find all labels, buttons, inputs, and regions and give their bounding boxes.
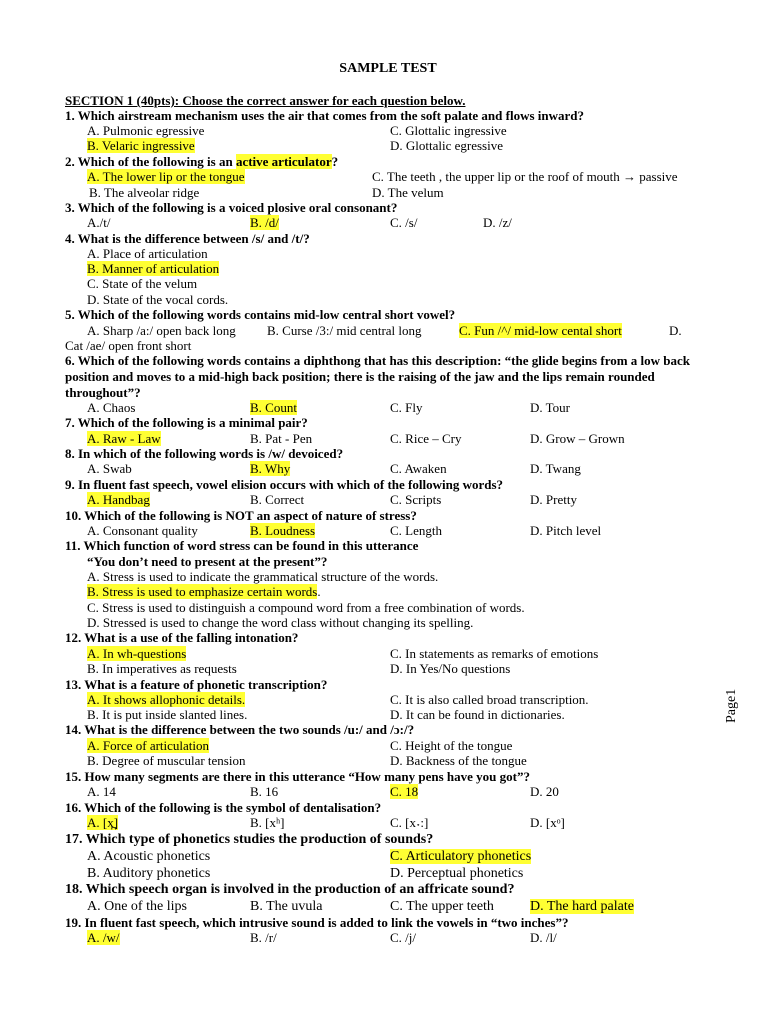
q5-option-d-text: Cat /ae/ open front short [65, 338, 192, 353]
q17-option-d: D. Perceptual phonetics [390, 866, 524, 881]
q2-option-d: D. The velum [372, 185, 444, 200]
q9-option-d: D. Pretty [530, 492, 577, 507]
q16-option-b: B. [xʰ] [250, 815, 285, 830]
q2-highlight: active articulator [235, 154, 332, 169]
q15-option-b: B. 16 [250, 784, 279, 799]
q19-option-c: C. /j/ [390, 930, 417, 945]
question-16: 16. Which of the following is the symbol of dentalisation? [65, 800, 382, 815]
q4-option-a: A. Place of articulation [87, 246, 208, 261]
q10-option-d: D. Pitch level [530, 523, 602, 538]
question-17: 17. Which type of phonetics studies the production of sounds? [65, 832, 434, 847]
q7-option-c: C. Rice – Cry [390, 431, 462, 446]
section-heading: SECTION 1 (40pts): Choose the correct answer for each question below. [65, 93, 466, 108]
q2-option-a: A. The lower lip or the tongue [87, 169, 245, 184]
q13-option-c: C. It is also called broad transcription. [390, 692, 589, 707]
q6-option-c: C. Fly [390, 400, 423, 415]
q11-option-c: C. Stress is used to distinguish a compound word from a free combination of words. [87, 600, 525, 615]
q6-option-a: A. Chaos [87, 400, 136, 415]
question-7: 7. Which of the following is a minimal pair? [65, 415, 308, 430]
q2-option-c: C. The teeth , the upper lip or the roof of mouth → passive [372, 169, 678, 184]
q7-option-a: A. Raw - Law [87, 431, 161, 446]
q16-option-a: A. [x̪] [87, 815, 119, 830]
q17-option-a: A. Acoustic phonetics [87, 849, 211, 864]
q1-option-d: D. Glottalic egressive [390, 138, 503, 153]
question-15: 15. How many segments are there in this utterance “How many pens have you got”? [65, 769, 530, 784]
q14-option-d: D. Backness of the tongue [390, 753, 527, 768]
q13-option-b: B. It is put inside slanted lines. [87, 707, 248, 722]
q10-option-c: C. Length [390, 523, 442, 538]
q12-option-c: C. In statements as remarks of emotions [390, 646, 599, 661]
q7-option-d: D. Grow – Grown [530, 431, 625, 446]
q19-option-d: D. /l/ [530, 930, 557, 945]
question-11-quote: “You don’t need to present at the present”? [87, 554, 328, 569]
q4-option-c: C. State of the velum [87, 276, 198, 291]
page-number: Page1 [724, 688, 739, 723]
q18-option-a: A. One of the lips [87, 899, 187, 914]
q15-option-a: A. 14 [87, 784, 116, 799]
q8-option-d: D. Twang [530, 461, 581, 476]
q18-option-d: D. The hard palate [530, 899, 634, 914]
q4-option-d: D. State of the vocal cords. [87, 292, 229, 307]
q1-option-b: B. Velaric ingressive [87, 138, 195, 153]
q12-option-a: A. In wh-questions [87, 646, 187, 661]
question-3: 3. Which of the following is a voiced plosive oral consonant? [65, 200, 398, 215]
q5-option-a: A. Sharp /a:/ open back long [87, 323, 236, 338]
q10-option-a: A. Consonant quality [87, 523, 198, 538]
question-8: 8. In which of the following words is /w/ devoiced? [65, 446, 344, 461]
question-1: 1. Which airstream mechanism uses the air that comes from the soft palate and flows inward? [65, 108, 585, 123]
q4-option-b: B. Manner of articulation [87, 261, 220, 276]
q13-option-a: A. It shows allophonic details. [87, 692, 246, 707]
q15-option-c: C. 18 [390, 784, 419, 799]
question-6: 6. Which of the following words contains a diphthong that has this description: “the glide begins from a low back position and moves to a mid-high back position; there is the raising of the jaw and the lips remain rounded throughout”? [65, 353, 691, 400]
q6-option-b: B. Count [250, 400, 297, 415]
q14-option-a: A. Force of articulation [87, 738, 210, 753]
q11-option-a: A. Stress is used to indicate the grammatical structure of the words. [87, 569, 439, 584]
q6-option-d: D. Tour [530, 400, 571, 415]
q10-option-b: B. Loudness [250, 523, 315, 538]
page-title: SAMPLE TEST [339, 61, 437, 76]
q3-option-b: B. /d/ [250, 215, 279, 230]
q16-option-d: D. [xᵒ] [530, 815, 565, 830]
q14-option-c: C. Height of the tongue [390, 738, 513, 753]
q3-option-a: A./t/ [87, 215, 111, 230]
q9-option-a: A. Handbag [87, 492, 150, 507]
q5-option-d: D. [669, 323, 682, 338]
q12-option-b: B. In imperatives as requests [87, 661, 237, 676]
q19-option-a: A. /w/ [87, 930, 120, 945]
q18-option-b: B. The uvula [250, 899, 323, 914]
q5-option-c: C. Fun /^/ mid-low cental short [459, 323, 622, 338]
q8-option-c: C. Awaken [390, 461, 447, 476]
q7-option-b: B. Pat - Pen [250, 431, 313, 446]
question-5: 5. Which of the following words contains mid-low central short vowel? [65, 307, 456, 322]
q17-option-c: C. Articulatory phonetics [390, 849, 532, 864]
q5-option-b: B. Curse /3:/ mid central long [267, 323, 422, 338]
document-page: SAMPLE TEST SECTION 1 (40pts): Choose the correct answer for each question below. 1. Which airstream mechanism uses the air that comes from the soft palate and flows inward? A. Pulmonic egressive C. Glottalic ingressive B. Velaric ingressive D. Glottalic egressive 2. Which of the following is an active articulator? A. The lower lip or the tongue C. The teeth , the upper lip or the roof of mouth → passive B. The alveolar ridge D. The velum 3. Which of the following is a voiced plosive oral consonant? A./t/ B. /d/ C. /s/ D. /z/ 4. What is the difference between /s/ and /t/? A. Place of articulation B. Manner of articulation C. State of the velum D. State of the vocal cords. 5. Which of the following words contains mid-low central short vowel? A. Sharp /a:/ open back long B. Curse /3:/ mid central long C. Fun /^/ mid-low cental short D. Cat /ae/ open front short 6. Which of the following words contains a diphthong that has this description: “the glide begins from a low back position and moves to a mid-high back position; there is the raising of the jaw and the lips remain rounded throughout”? A. Chaos B. Count C. Fly D. Tour 7. Which of the following is a minimal pair? A. Raw - Law B. Pat - Pen C. Rice – Cry D. Grow – Grown 8. In which of the following words is /w/ devoiced? A. Swab B. Why C. Awaken D. Twang 9. In fluent fast speech, vowel elision occurs with which of the following words? A. Handbag B. Correct C. Scripts D. Pretty 10. Which of the following is NOT an aspect of nature of stress? A. Consonant quality B. Loudness C. Length D. Pitch level 11. Which function of word stress can be found in this utterance “You don’t need to present at the present”? A. Stress is used to indicate the grammatical structure of the words. B. Stress is used to emphasize certain words. C. Stress is used to distinguish a compound word from a free combination of words. D. Stressed is used to change the word class without changing its spelling. 12. What is a use of the falling intonation? A. In wh-questions C. In statements as remarks of emotions B. In imperatives as requests D. In Yes/No questions 13. What is a feature of phonetic transcription? A. It shows allophonic details. C. It is also called broad transcription. B. It is put inside slanted lines. D. It can be found in dictionaries. 14. What is the difference between the two sounds /u:/ and /ɔ:/? A. Force of articulation C. Height of the tongue B. Degree of muscular tension D. Backness of the tongue 15. How many segments are there in this utterance “How many pens have you got”? A. 14 B. 16 C. 18 D. 20 16. Which of the following is the symbol of dentalisation? A. [x̪] B. [xʰ] C. [x˖:] D. [xᵒ] 17. Which type of phonetics studies the production of sounds? A. Acoustic phonetics C. Articulatory phonetics B. Auditory phonetics D. Perceptual phonetics 18. Which speech organ is involved in the production of an affricate sound? A. One of the lips B. The uvula C. The upper teeth D. The hard palate 19. In fluent fast speech, which intrusive sound is added to link the vowels in “two inches”? A. /w/ B. /r/ C. /j/ D. /l/ Page1 [0, 0, 768, 1024]
question-18: 18. Which speech organ is involved in the production of an affricate sound? [65, 882, 515, 897]
question-11: 11. Which function of word stress can be found in this utterance [65, 538, 419, 553]
q8-option-a: A. Swab [87, 461, 132, 476]
q16-option-c: C. [x˖:] [390, 815, 429, 830]
q14-option-b: B. Degree of muscular tension [87, 753, 246, 768]
q2-option-b: B. The alveolar ridge [89, 185, 200, 200]
question-13: 13. What is a feature of phonetic transcription? [65, 677, 328, 692]
q15-option-d: D. 20 [530, 784, 559, 799]
question-4: 4. What is the difference between /s/ and /t/? [65, 231, 310, 246]
q13-option-d: D. It can be found in dictionaries. [390, 707, 565, 722]
q18-option-c: C. The upper teeth [390, 899, 494, 914]
q1-option-c: C. Glottalic ingressive [390, 123, 507, 138]
q3-option-c: C. /s/ [390, 215, 418, 230]
q11-option-b: B. Stress is used to emphasize certain words [87, 584, 318, 599]
q1-option-a: A. Pulmonic egressive [87, 123, 205, 138]
q3-option-d: D. /z/ [483, 215, 512, 230]
q8-option-b: B. Why [250, 461, 291, 476]
q17-option-b: B. Auditory phonetics [87, 866, 211, 881]
q12-option-d: D. In Yes/No questions [390, 661, 511, 676]
question-14: 14. What is the difference between the two sounds /u:/ and /ɔ:/? [65, 722, 415, 737]
q19-option-b: B. /r/ [250, 930, 277, 945]
question-2: 2. Which of the following is an active articulator? [65, 154, 339, 169]
question-19: 19. In fluent fast speech, which intrusive sound is added to link the vowels in “two inches”? [65, 915, 569, 930]
q9-option-b: B. Correct [250, 492, 305, 507]
question-9: 9. In fluent fast speech, vowel elision occurs with which of the following words? [65, 477, 504, 492]
question-10: 10. Which of the following is NOT an aspect of nature of stress? [65, 508, 417, 523]
q9-option-c: C. Scripts [390, 492, 442, 507]
question-12: 12. What is a use of the falling intonation? [65, 630, 299, 645]
q11-option-d: D. Stressed is used to change the word class without changing its spelling. [87, 615, 474, 630]
